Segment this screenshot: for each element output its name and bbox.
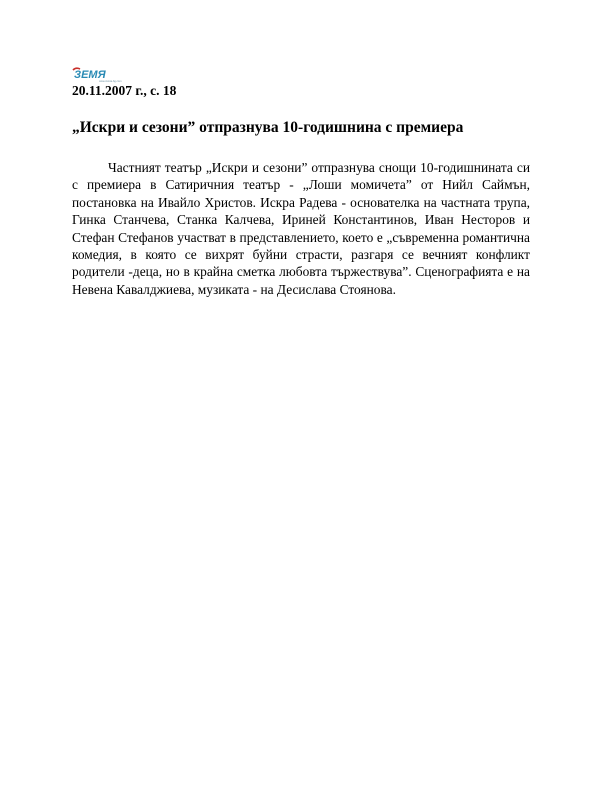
article-headline: „Искри и сезони” отпразнува 10-годишнина с премиера xyxy=(72,119,464,136)
article-body: Частният театър „Искри и сезони” отпразнува снощи 10-годишнината си с премиера в Сатиричния театър - „Лоши момичета” от Нийл Саймън, постановка на Ивайло Христов. Искра Радева - основателка на частната трупа, Гинка Станчева, Станка Калчева, Ириней Константинов, Иван Несторов и Стефан Стефанов участват в представлението, което е „съвременна романтична комедия, в която се вихрят буйни страсти, разгаря се вечният конфликт родители -деца, но в крайна сметка любовта тържествува”. Сценографията е на Невена Кавалджиева, музиката - на Десислава Стоянова. xyxy=(72,160,530,297)
logo-subtext: www.zemia-bg.com xyxy=(99,80,122,83)
publication-date-page: 20.11.2007 г., с. 18 xyxy=(72,83,177,98)
logo-wordmark: ЗЕМЯ xyxy=(74,69,106,81)
newspaper-logo xyxy=(72,66,124,83)
newspaper-logo-icon xyxy=(72,66,124,83)
